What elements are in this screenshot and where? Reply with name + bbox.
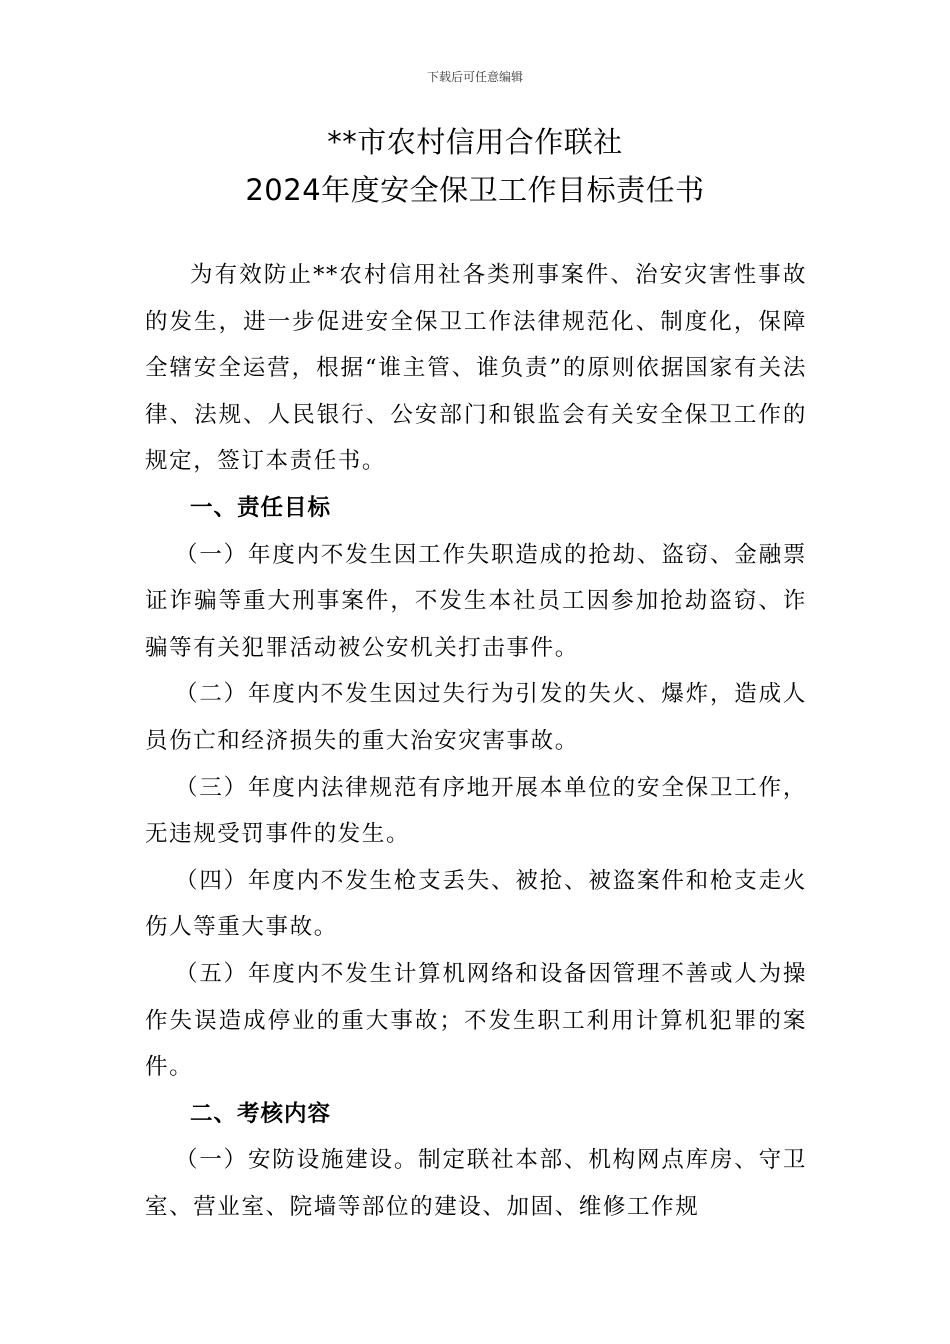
section-heading-assessment: 二、考核内容	[190, 1100, 332, 1127]
header-note: 下载后可任意编辑	[426, 70, 523, 84]
goal-item-3: （三）年度内法律规范有序地开展本单位的安全保卫工作，无违规受罚事件的发生。	[145, 774, 807, 848]
assessment-item-1: （一）安防设施建设。制定联社本部、机构网点库房、守卫室、营业室、院墙等部位的建设、加固、维修工作规	[145, 1147, 807, 1220]
goal-item-2: （二）年度内不发生因过失行为引发的失火、爆炸，造成人员伤亡和经济损失的重大治安灾害事故。	[145, 681, 807, 754]
document-title-line1: **市农村信用合作联社	[327, 125, 623, 159]
goal-item-1: （一）年度内不发生因工作失职造成的抢劫、盗窃、金融票证诈骗等重大刑事案件，不发生本社员工因参加抢劫盗窃、诈骗等有关犯罪活动被公安机关打击事件。	[145, 541, 807, 661]
document-title-line2: 2024年度安全保卫工作目标责任书	[245, 173, 705, 207]
goal-item-4: （四）年度内不发生枪支丢失、被抢、被盗案件和枪支走火伤人等重大事故。	[145, 867, 807, 941]
document-body	[145, 252, 807, 1230]
intro-paragraph: 为有效防止**农村信用社各类刑事案件、治安灾害性事故的发生，进一步促进安全保卫工作法律规范化、制度化，保障全辖安全运营，根据“谁主管、谁负责”的原则依据国家有关法律、法规、人民银行、公安部门和银监会有关安全保卫工作的规定，签订本责任书。	[145, 262, 807, 475]
goal-item-5: （五）年度内不发生计算机网络和设备因管理不善或人为操作失误造成停业的重大事故；不发生职工利用计算机犯罪的案件。	[145, 960, 807, 1081]
section-heading-goals: 一、责任目标	[190, 494, 332, 521]
